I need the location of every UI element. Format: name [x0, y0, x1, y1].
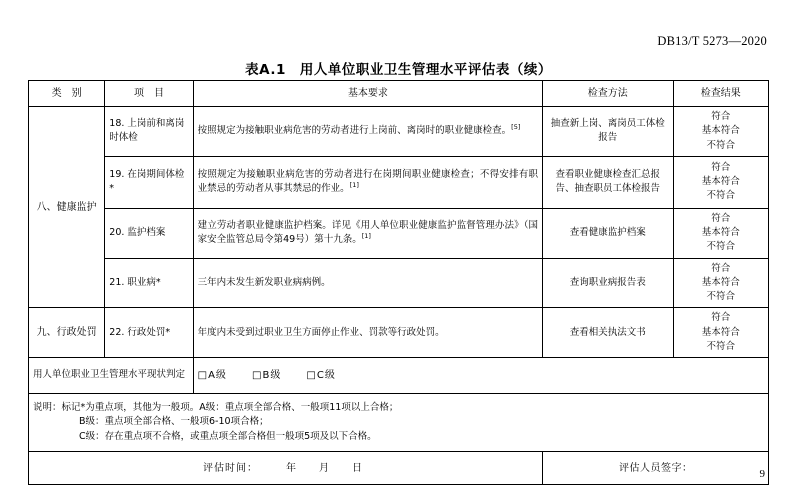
page-title: 表A.1 用人单位职业卫生管理水平评估表（续）: [245, 62, 552, 78]
requirement-footnote: [5]: [511, 123, 521, 132]
method-text: 查看健康监护档案: [543, 208, 674, 258]
table-row: [29, 258, 769, 308]
result-option-noncompliant: 不符合: [706, 190, 736, 202]
result-option-noncompliant: 不符合: [706, 291, 736, 302]
result-option-basically-compliant: 基本符合: [701, 276, 740, 288]
category-health-surveillance: 八、健康监护: [29, 107, 105, 308]
result-options: [673, 308, 768, 358]
item-label: 18. 上岗前和离岗时体检: [105, 107, 193, 157]
note-line-3: C级：存在重点项不合格，或重点项全部合格但一般项5项及以下合格。: [79, 430, 377, 442]
result-option-basically-compliant: 基本符合: [701, 227, 740, 238]
item-label: 22. 行政处罚*: [105, 308, 193, 358]
requirement-text: [193, 156, 542, 208]
assessment-table: [28, 80, 769, 485]
table-header-row: [29, 81, 769, 107]
requirement-text: [193, 308, 542, 358]
requirement-body: 按照规定为接触职业病危害的劳动者进行上岗前、离岗时的职业健康检查。: [197, 125, 512, 137]
method-text: 查看相关执法文书: [543, 308, 674, 358]
method-text: 抽查新上岗、离岗员工体检报告: [543, 107, 674, 157]
grade-options: [193, 358, 768, 394]
column-header-item: 项 目: [105, 81, 193, 107]
result-option-noncompliant: 不符合: [706, 139, 736, 151]
requirement-footnote: [1]: [361, 231, 371, 240]
table-row: [29, 107, 769, 157]
result-option-compliant: 符合: [711, 262, 731, 274]
column-header-category: 类 别: [29, 81, 105, 107]
assessment-time-field: [29, 452, 543, 485]
requirement-text: [193, 258, 542, 308]
note-row: [29, 394, 769, 452]
table-row: [29, 208, 769, 258]
requirement-body: 建立劳动者职业健康监护档案。详见《用人单位职业健康监护监督管理办法》（国家安全监管总局令第49号）第十九条。: [197, 219, 539, 246]
grade-row: [29, 358, 769, 394]
requirement-body: 三年内未发生新发职业病病例。: [197, 276, 331, 288]
result-option-basically-compliant: 基本符合: [701, 326, 740, 338]
category-administrative-penalty: 九、行政处罚: [29, 308, 105, 358]
result-options: [673, 107, 768, 157]
item-label: 20. 监护档案: [105, 208, 193, 258]
column-header-result: 检查结果: [673, 81, 768, 107]
table-row: [29, 156, 769, 208]
result-options: [673, 156, 768, 208]
result-option-noncompliant: 不符合: [706, 340, 736, 352]
result-option-basically-compliant: 基本符合: [701, 176, 740, 188]
grade-option-a[interactable]: □A级: [197, 370, 227, 381]
grade-option-b[interactable]: □B级: [252, 370, 282, 381]
requirement-text: [193, 107, 542, 157]
result-option-compliant: 符合: [711, 312, 731, 324]
item-label: 19. 在岗期间体检*: [105, 156, 193, 208]
note-line-1: 说明：标记*为重点项，其他为一般项。A级：重点项全部合格、一般项11项以上合格；: [33, 402, 399, 414]
item-label: 21. 职业病*: [105, 258, 193, 308]
column-header-requirement: 基本要求: [193, 81, 542, 107]
assessment-time-label: 评估时间： 年 月 日: [203, 462, 363, 474]
assessor-signature-field: [543, 452, 769, 485]
grade-label: 用人单位职业卫生管理水平现状判定: [29, 358, 194, 394]
requirement-body: 年度内未受到过职业卫生方面停止作业、罚款等行政处罚。: [197, 326, 445, 338]
note-block: [29, 394, 769, 452]
requirement-text: [193, 208, 542, 258]
result-option-compliant: 符合: [711, 212, 731, 224]
result-option-compliant: 符合: [711, 161, 731, 173]
requirement-footnote: [1]: [349, 181, 359, 190]
result-option-noncompliant: 不符合: [706, 241, 736, 253]
result-options: [673, 208, 768, 258]
result-option-compliant: 符合: [711, 111, 731, 122]
grade-option-c[interactable]: □C级: [306, 370, 336, 381]
column-header-method: 检查方法: [543, 81, 674, 107]
page-number: 9: [759, 468, 765, 480]
requirement-body: 按照规定为接触职业病危害的劳动者进行在岗期间职业健康检查；不得安排有职业禁忌的劳动者从事其禁忌的作业。: [197, 169, 539, 195]
table-row: [29, 308, 769, 358]
method-text: 查询职业病报告表: [543, 258, 674, 308]
assessor-signature-label: 评估人员签字：: [619, 462, 693, 474]
result-options: [673, 258, 768, 308]
method-text: 查看职业健康检查汇总报告、抽查职员工体检报告: [543, 156, 674, 208]
result-option-basically-compliant: 基本符合: [701, 125, 740, 137]
note-line-2: B级：重点项全部合格、一般项6-10项合格；: [79, 416, 269, 428]
signature-row: [29, 452, 769, 485]
standard-number: DB13/T 5273—2020: [657, 34, 767, 48]
